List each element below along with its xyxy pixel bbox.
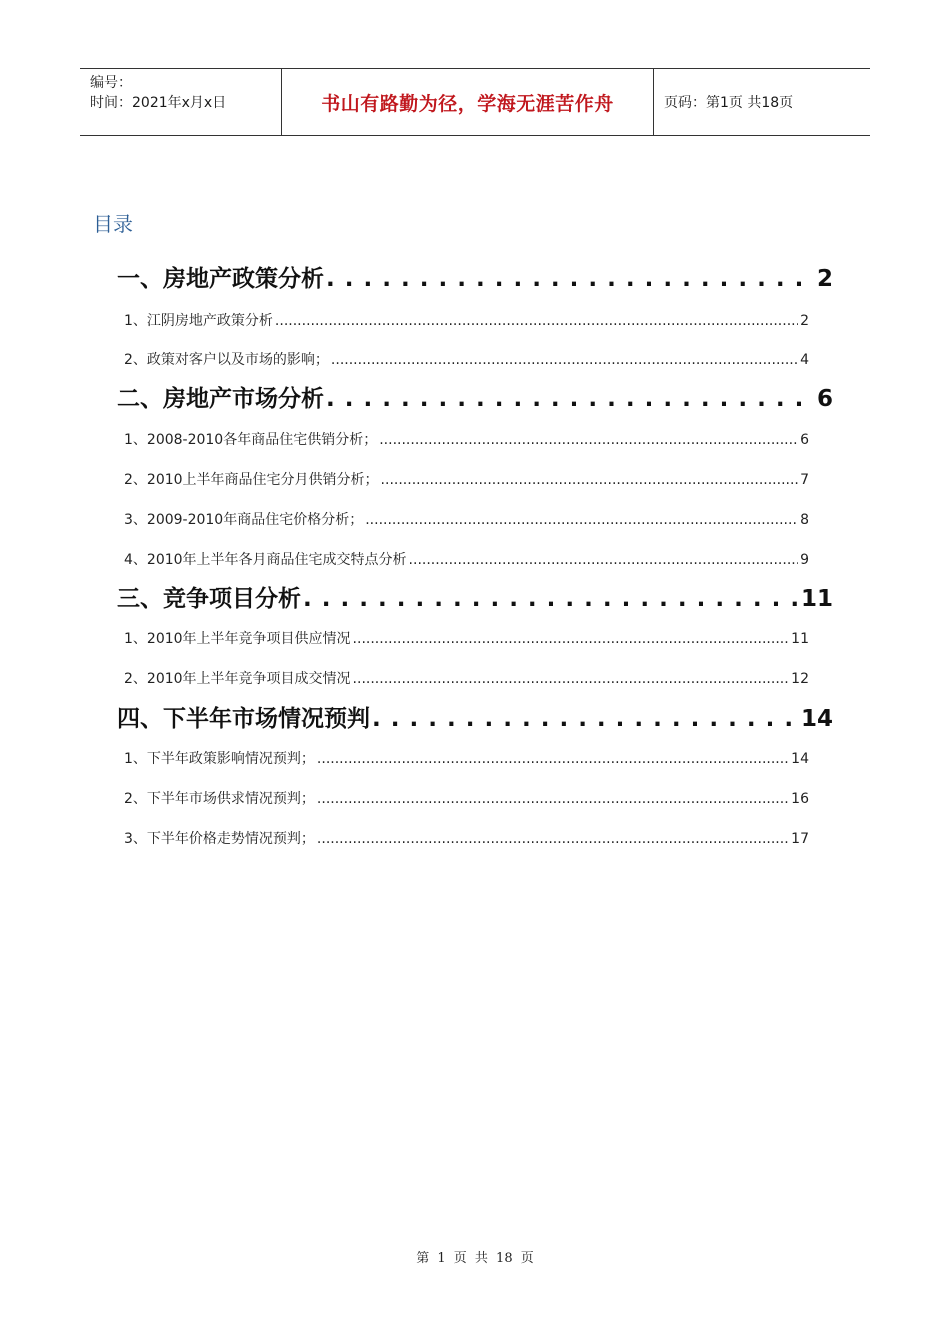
toc-entry-text: 1、2008-2010各年商品住宅供销分析； — [124, 432, 378, 448]
toc-entry-level2[interactable] — [124, 429, 809, 449]
toc-leader — [317, 831, 789, 847]
header-motto: 书山有路勤为径，学海无涯苦作舟 — [282, 69, 654, 135]
toc-entry-text: 1、江阴房地产政策分析 — [124, 313, 273, 329]
toc-entry-text: 四、下半年市场情况预判 — [117, 706, 370, 732]
toc-entry-level1[interactable] — [117, 380, 833, 413]
toc-leader — [317, 751, 789, 767]
toc-entry-text: 1、2010年上半年竞争项目供应情况 — [124, 631, 351, 647]
toc-entry-level2[interactable] — [124, 549, 809, 569]
toc-leader — [326, 386, 815, 412]
toc-entry-page: 17 — [791, 831, 809, 847]
toc-entry-page: 8 — [800, 512, 809, 528]
toc-leader — [353, 631, 790, 647]
toc-entry-page: 14 — [800, 706, 833, 732]
toc-entry-level2[interactable] — [124, 748, 809, 768]
toc-title: 目录 — [93, 212, 133, 236]
toc-leader — [372, 706, 799, 732]
toc-leader — [353, 671, 790, 687]
toc-entry-level2[interactable] — [124, 628, 809, 648]
toc-entry-level1[interactable] — [117, 700, 833, 733]
page-header — [80, 68, 870, 136]
toc-entry-page: 6 — [800, 432, 809, 448]
toc-entry-page: 9 — [800, 552, 809, 568]
toc-entry-page: 11 — [800, 586, 833, 612]
toc-entry-text: 3、2009-2010年商品住宅价格分析； — [124, 512, 364, 528]
toc-entry-level2[interactable] — [124, 788, 809, 808]
toc-entry-page: 11 — [791, 631, 809, 647]
toc-entry-text: 二、房地产市场分析 — [117, 386, 324, 412]
header-page-info: 页码：第1页 共18页 — [664, 95, 794, 111]
toc-entry-page: 16 — [791, 791, 809, 807]
toc-entry-text: 2、政策对客户以及市场的影响； — [124, 352, 329, 368]
toc-entry-text: 三、竞争项目分析 — [117, 586, 301, 612]
toc-leader — [409, 552, 799, 568]
toc-entry-level2[interactable] — [124, 509, 809, 529]
toc-entry-text: 2、下半年市场供求情况预判； — [124, 791, 315, 807]
toc-entry-level1[interactable] — [117, 580, 833, 613]
toc-entry-text: 1、下半年政策影响情况预判； — [124, 751, 315, 767]
toc-entry-page: 2 — [816, 266, 833, 292]
toc-entry-text: 2、2010上半年商品住宅分月供销分析； — [124, 472, 379, 488]
toc-entry-page: 2 — [800, 313, 809, 329]
toc-entry-text: 一、房地产政策分析 — [117, 266, 324, 292]
toc-leader — [379, 432, 798, 448]
toc-entry-page: 7 — [800, 472, 809, 488]
toc-entry-page: 6 — [816, 386, 833, 412]
toc-leader — [317, 791, 789, 807]
toc-leader — [275, 313, 798, 329]
toc-entry-text: 3、下半年价格走势情况预判； — [124, 831, 315, 847]
toc-leader — [326, 266, 815, 292]
toc-entry-level2[interactable] — [124, 349, 809, 369]
toc-entry-level2[interactable] — [124, 310, 809, 330]
page-footer: 第 1 页 共 18 页 — [416, 1251, 534, 1266]
toc-entry-text: 4、2010年上半年各月商品住宅成交特点分析 — [124, 552, 407, 568]
header-meta — [80, 69, 282, 135]
toc-entry-level1[interactable] — [117, 260, 833, 293]
toc-entry-page: 14 — [791, 751, 809, 767]
toc-entry-level2[interactable] — [124, 828, 809, 848]
toc-entry-level2[interactable] — [124, 469, 809, 489]
document-date: 时间：2021年x月x日 — [90, 95, 227, 111]
toc-entry-text: 2、2010年上半年竞争项目成交情况 — [124, 671, 351, 687]
toc-leader — [381, 472, 799, 488]
toc-leader — [365, 512, 798, 528]
toc-entry-level2[interactable] — [124, 668, 809, 688]
toc-leader — [331, 352, 798, 368]
toc-leader — [303, 586, 799, 612]
toc-entry-page: 12 — [791, 671, 809, 687]
document-number-label: 编号： — [90, 75, 132, 91]
toc-entry-page: 4 — [800, 352, 809, 368]
